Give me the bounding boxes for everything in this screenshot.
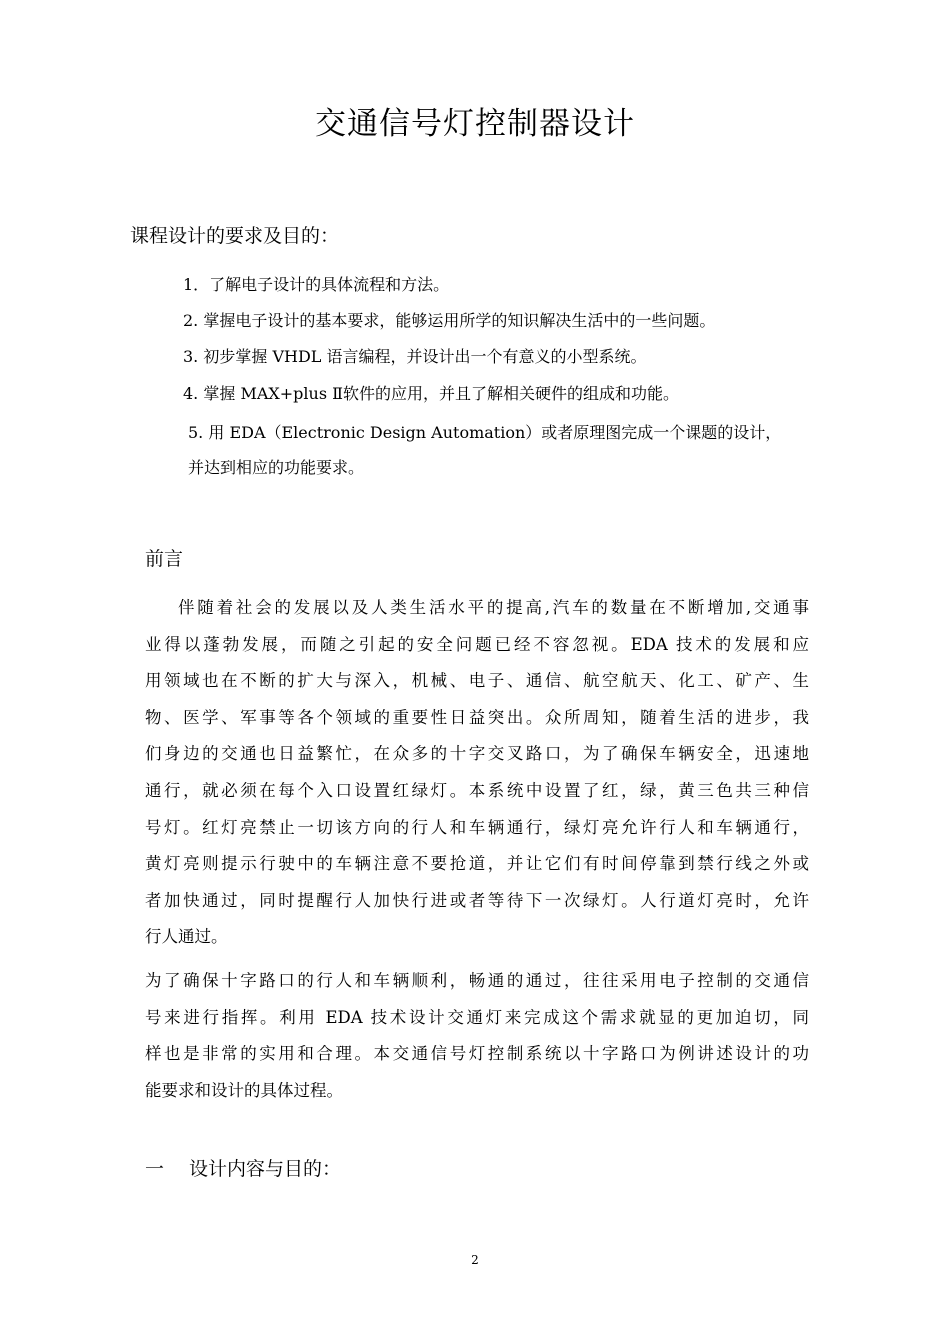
requirement-item: 4. 掌握 MAX+plus Ⅱ软件的应用，并且了解相关硬件的组成和功能。 [183, 384, 680, 403]
requirement-item-continuation: 并达到相应的功能要求。 [188, 458, 365, 477]
paragraph-line: 样也是非常的实用和合理。本交通信号灯控制系统以十字路口为例讲述设计的功 [145, 1044, 809, 1064]
paragraph-line: 号来进行指挥。利用 EDA 技术设计交通灯来完成这个需求就显的更加迫切，同 [145, 1007, 809, 1027]
paragraph-line: 者加快通过，同时提醒行人加快行进或者等待下一次绿灯。人行道灯亮时，允许 [145, 890, 809, 910]
section-title: 设计内容与目的： [189, 1158, 342, 1180]
paragraph-line: 黄灯亮则提示行驶中的车辆注意不要抢道，并让它们有时间停靠到禁行线之外或 [145, 854, 809, 874]
preface-heading: 前言 [145, 548, 184, 570]
page-number: 2 [471, 1253, 479, 1267]
paragraph-line: 为了确保十字路口的行人和车辆顺利，畅通的通过，往往采用电子控制的交通信 [145, 971, 809, 990]
paragraph-line: 伴随着社会的发展以及人类生活水平的提高,汽车的数量在不断增加,交通事 [178, 598, 809, 617]
requirement-item: 1．了解电子设计的具体流程和方法。 [183, 275, 450, 294]
requirements-heading: 课程设计的要求及目的： [130, 225, 340, 247]
requirement-item: 2. 掌握电子设计的基本要求，能够运用所学的知识解决生活中的一些问题。 [183, 311, 716, 330]
section-number: 一 [145, 1158, 165, 1180]
paragraph-line: 们身边的交通也日益繁忙，在众多的十字交叉路口，为了确保车辆安全，迅速地 [145, 744, 809, 764]
paragraph-line: 业得以蓬勃发展，而随之引起的安全问题已经不容忽视。EDA 技术的发展和应 [145, 634, 809, 654]
paragraph-line: 号灯。红灯亮禁止一切该方向的行人和车辆通行，绿灯亮允许行人和车辆通行， [145, 817, 809, 837]
preface-paragraph-2 [145, 963, 809, 1109]
document-title: 交通信号灯控制器设计 [315, 106, 635, 142]
requirement-item: 3. 初步掌握 VHDL 语言编程，并设计出一个有意义的小型系统。 [183, 347, 647, 366]
paragraph-line: 能要求和设计的具体过程。 [145, 1080, 343, 1100]
requirement-item: 5. 用 EDA（Electronic Design Automation）或者原理图完成一个课题的设计， [188, 423, 782, 442]
paragraph-line: 通行，就必须在每个入口设置红绿灯。本系统中设置了红，绿，黄三色共三种信 [145, 780, 809, 800]
section-heading [145, 1155, 341, 1183]
paragraph-line: 物、医学、军事等各个领域的重要性日益突出。众所周知，随着生活的进步，我 [145, 707, 809, 727]
preface-paragraph-1 [145, 590, 809, 956]
paragraph-line: 用领域也在不断的扩大与深入，机械、电子、通信、航空航天、化工、矿产、生 [145, 671, 809, 691]
paragraph-line: 行人通过。 [145, 927, 228, 947]
